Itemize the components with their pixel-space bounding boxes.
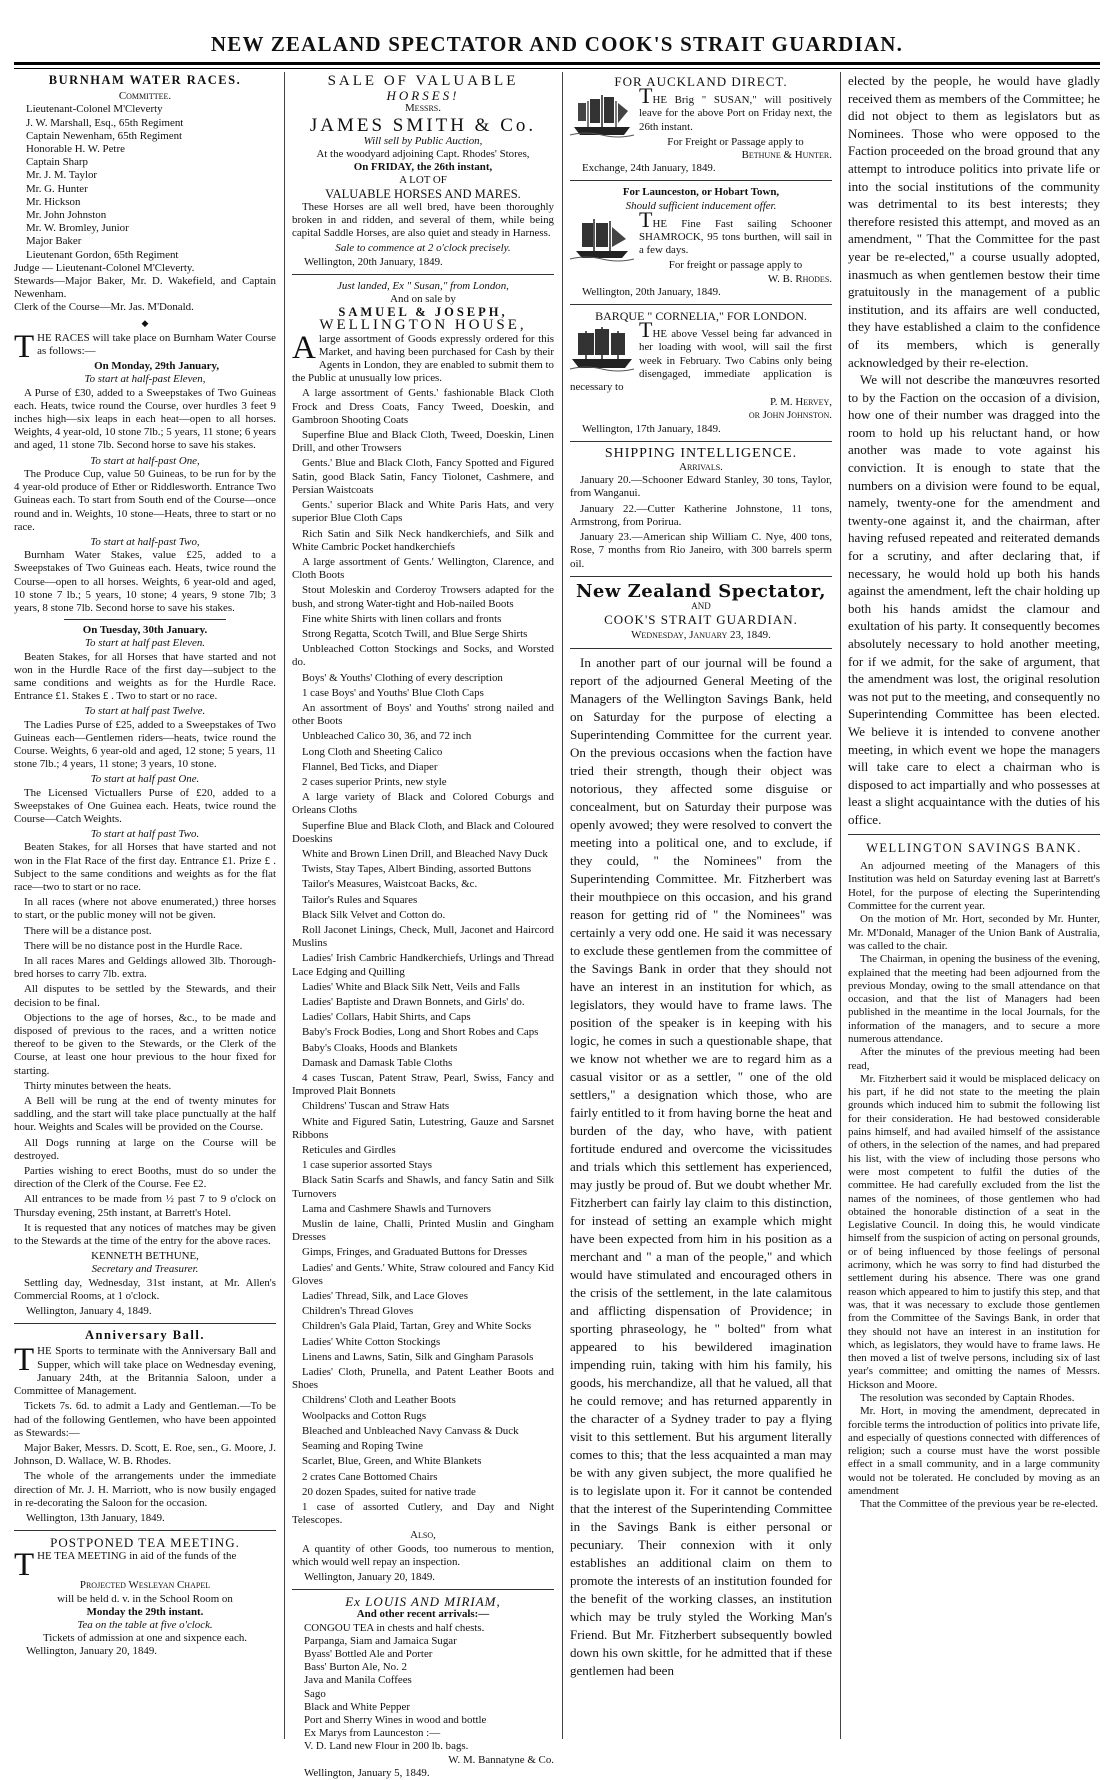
goods-item: Boys' & Youths' Clothing of every description (302, 671, 503, 684)
ex-item: Port and Sherry Wines in wood and bottle (304, 1713, 487, 1726)
race-rule: It is requested that any notices of matches may be given to the Stewards at the time of the entry for the above races. (14, 1221, 276, 1248)
separator (570, 180, 832, 181)
race-rule: Thirty minutes between the heats. (24, 1079, 172, 1092)
dateline: Wellington, January 4, 1849. (26, 1305, 152, 1318)
separator (570, 648, 832, 649)
goods-item: Childrens' Tuscan and Straw Hats (302, 1100, 450, 1113)
goods-item: Woolpacks and Cotton Rugs (302, 1409, 427, 1422)
goods-item: Strong Regatta, Scotch Twill, and Blue Serge Shirts (302, 627, 528, 640)
goods-item: 4 cases Tuscan, Patent Straw, Pearl, Swiss, Fancy and Improved Plait Bonnets (292, 1072, 554, 1098)
tea-time: Tea on the table at five o'clock. (77, 1618, 213, 1631)
separator (64, 619, 226, 620)
goods-item: 2 crates Cane Bottomed Chairs (302, 1470, 438, 1483)
cornelia-ad (570, 317, 832, 436)
goods-item: Baby's Cloaks, Hoods and Blankets (302, 1041, 458, 1054)
arrival-entry: January 22.—Cutter Katherine Johnstone, 11 tons, Armstrong, from Porirua. (570, 502, 832, 528)
also-body: A quantity of other Goods, too numerous to mention, which would well repay an inspection. (292, 1542, 554, 1568)
on-sale-by: And on sale by (390, 293, 456, 306)
goods-item: Linens and Lawns, Satin, Silk and Gingham Parasols (302, 1350, 534, 1363)
ship-icon (570, 91, 634, 137)
paper-date: Wednesday, January 23, 1849. (631, 629, 771, 642)
bank-title: WELLINGTON SAVINGS BANK. (866, 840, 1082, 855)
arrival-entry: January 23.—American ship William C. Nye, 400 tons, Rose, 7 months from Rio Janeiro, with 300 barrels sperm oil. (570, 531, 832, 570)
dropcap: T (14, 328, 35, 365)
goods-item: Flannel, Bed Ticks, and Diaper (302, 760, 438, 773)
separator: ◆ (141, 317, 149, 328)
bank-paragraph: Mr. Fitzherbert said it would be misplaced delicacy on his part, if he did not state to the meeting the plain grounds which induced him to submit the following list for their consideration. He had bestowed considerable pains himself, and had availed himself of the assistance of others, in the selection of the names, and had prepared his list, with the view of including those persons who were most competent to fulfil the duties of the committee. He had carefully excluded from the list the names of the nominees, of those gentlemen who had obtained the honorable distinction of a seat in the Legislative Council. In doing this, he would vindicate himself from the suspicion of acting on personal grounds, or of being influenced by those feelings of personal acrimony, which he was sorry to find had disturbed the settlement during his absence. There was one grand reason which appeared to him to justify this step, and that was, that it was necessary to exclude those gentlemen from the Committee of the Savings Bank, in order that they should not have an interest in an institution for which, as legislators, they would have to frame laws. He then moved a list of twelve persons, including six of last year's committee; and omitting the names of Messrs. Hickson and Moore. (848, 1072, 1100, 1391)
start-time: To start at half past Eleven. (84, 637, 205, 650)
ex-item: Ex Marys from Launceston :— (304, 1727, 441, 1740)
ex-item: V. D. Land new Flour in 200 lb. bags. (304, 1740, 469, 1753)
races-intro: THE RACES will take place on Burnham Water Course as follows:— (14, 328, 276, 365)
goods-item: Fine white Shirts with linen collars and fronts (302, 612, 502, 625)
goods-item: Unbleached Cotton Stockings and Socks, and Worsted do. (292, 643, 554, 669)
goods-item: Ladies' Irish Cambric Handkerchiefs, Urlings and Thread Lace Edging and Quilling (292, 952, 554, 978)
ex-item: Java and Manila Coffees (304, 1674, 412, 1687)
goods-item: 20 dozen Spades, suited for native trade (302, 1485, 476, 1498)
launceston-agent: W. B. Rhodes. (767, 272, 832, 285)
dateline: Wellington, January 20, 1849. (26, 1645, 158, 1658)
also-label: Also, (410, 1529, 436, 1542)
goods-item: Rich Satin and Silk Neck handkerchiefs, and Silk and White Cambric Pocket handkerchiefs (292, 527, 554, 553)
committee-member: Lieutenant Gordon, 65th Regiment (26, 248, 179, 261)
race-rule: Parties wishing to erect Booths, must do so under the direction of the Clerk of the Course. Fee £2. (14, 1165, 276, 1191)
editorial-paragraph: elected by the people, he would have gladly received them as members of the Committee; he did not object to them as legislators but as Nominees. Those who were opposed to the Faction proceeded on the broad ground that any attempt to introduce politics into private life or into the social institutions of the community was detrimental to its best interests; they therefore resisted this attempt, and moved as an amendment, " That the Committee for the past year be re-elected," a course usually adopted, inasmuch as when gentlemen bestow their time gratuitously in the management of a public institution, and its affairs are well conducted, they have established a claim to the confidence of its members, which is generally acknowledged by their re-election. (848, 73, 1100, 370)
race-rule: There will be a distance post. (24, 924, 152, 937)
bannatyne: W. M. Bannatyne & Co. (448, 1753, 554, 1766)
race-rule: In all races Mares and Geldings allowed 3lb. Thorough-bred horses to carry 7lb. extra. (14, 955, 276, 981)
goods-item: Muslin de laine, Challi, Printed Muslin and Gingham Dresses (292, 1218, 554, 1244)
goods-item: Reticules and Girdles (302, 1144, 396, 1157)
goods-item: Roll Jaconet Linings, Check, Mull, Jaconet and Haircord Muslins (292, 923, 554, 950)
tea-body: THE TEA MEETING in aid of the funds of the (14, 1547, 237, 1584)
start-time: To start at half-past Eleven, (84, 373, 206, 386)
goods-item: Damask and Damask Table Cloths (302, 1056, 453, 1069)
goods-item: 1 case superior assorted Stays (302, 1159, 433, 1172)
separator (14, 1530, 276, 1531)
goods-item: 2 cases superior Prints, new style (302, 775, 447, 788)
firm-name: JAMES SMITH & Co. (309, 114, 537, 136)
goods-item: Ladies' and Gents.' White, Straw coloured and Fancy Kid Gloves (292, 1261, 554, 1287)
editorial-paragraph: In another part of our journal will be found a report of the adjourned General Meeting of the Managers of the Wellington Savings Bank, held on Saturday for the purpose of electing a Superintending Committee for the current year. On the previous occasions when the faction have tried their strength, though their object was notorious, they affected some disguise or concealment, but on Saturday their purpose was openly avowed; they were resolved to convert the meeting into a political one, and to exclude, if they could, " the Nominees" from the Superintending Committee. Mr. Fitzherbert was their mouthpiece on this occasion, and his grand reason for getting rid of " the Nominees" was certainly a very odd one. He said it was necessary to exclude these gentlemen from the committee of the Savings Bank in order that they should not have an interest in an institution for which, as legislators, they would have to frame laws. The position of the speaker is in keeping with his logic, he comes in such a questionable shape, that we know not whether we are to regard him as a casual visitor or as a settler, " one of the old settlers," a designation which those, who are fairly entitled to it from having borne the heat and burden of the day, who have, with patient fortitude endured and overcome the vicissitudes and trials which this settlement has experienced, may justly be proud of. But we doubt whether Mr. Fitzherbert can fairly lay claim to this distinction, for instead of setting an example which might have been expected from him in his position as a merchant and " a man of the people," and which would have stimulated and encouraged others in the crisis of the settlement, in the late calamitous and afflicting dispensation of Providence; in sporting phraseology, he " bolted" from what appeared to his bewildered imagination impending ruin, taking with him his family, his goods, his merchandize, all that he valued, all that he could remove; and has returned apparently in the character of a Sydney trader to pay a flying visit to this settlement. But his argument literally comes to this; that the less acquainted a man may be with any given subject, the more qualified he is to legislate upon it. For it cannot be contended that the interest of the Superintending Committee in the Savings Bank is either personal or pecuniary. Their connexion with it only establishes an additional claim on them to promote the interests of an institution founded for the benefit of the working classes, an institution which may be truly styled the Working Man's Friend. But Mr. Fitzherbert subsequently bowled down his own skittle, for he admitted that if these gentlemen had been (570, 654, 832, 1678)
sale-title: SALE OF VALUABLE (327, 73, 519, 89)
seller-house: WELLINGTON HOUSE, (319, 317, 527, 334)
committee-member: Major Baker (26, 235, 82, 248)
goods-item: White and Figured Satin, Lutestring, Gauze and Sarsnet Ribbons (292, 1115, 554, 1141)
goods-item: Gimps, Fringes, and Graduated Buttons for Dresses (302, 1246, 528, 1259)
committee-member: Lieutenant-Colonel M'Cleverty (26, 103, 163, 116)
committee-member: Mr. G. Hunter (26, 182, 88, 195)
column-4 (848, 72, 1100, 1739)
signer-title: Secretary and Treasurer. (91, 1263, 199, 1276)
ex-ship: Ex LOUIS AND MIRIAM, (345, 1594, 501, 1610)
tea-tickets: Tickets of admission at one and sixpence each. (42, 1632, 248, 1645)
goods-item: Long Cloth and Sheeting Calico (302, 745, 443, 758)
races-title: BURNHAM WATER RACES. (48, 73, 242, 87)
goods-item: A large assortment of Gents.' Wellington, Clarence, and Cloth Boots (292, 555, 554, 582)
goods-item: Superfine Blue and Black Cloth, Tweed, Doeskin, Linen Drill, and other Trowsers (292, 429, 554, 455)
column-divider (284, 72, 285, 1739)
race-entry: Beaten Stakes, for all Horses that have started and not won in the Flat Race of the first day. Entrance £1. Prize £ . Subject to the same conditions and weights as for the flat race—two to start or no race. (14, 841, 276, 893)
goods-item: Unbleached Calico 30, 36, and 72 inch (302, 730, 472, 743)
bank-paragraph: After the minutes of the previous meeting had been read, (848, 1046, 1100, 1072)
paper-and: AND (691, 600, 711, 611)
will-sell: Will sell by Public Auction, (363, 134, 483, 147)
goods-item: Ladies' White Cotton Stockings (302, 1335, 441, 1348)
race-entry: The Produce Cup, value 50 Guineas, to be run for by the 4 year-old produce of Ether or Riddlesworth. Entrance Two Guineas each. To start from South end of the Course—once round and in. Weights, 10 stone—Heats, three to start or no race. (14, 467, 276, 533)
clerk: Clerk of the Course—Mr. Jas. M'Donald. (14, 301, 194, 314)
goods-item: Baby's Frock Bodies, Long and Short Robes and Caps (302, 1026, 539, 1039)
ex-list (292, 1622, 554, 1754)
bank-paragraph: On the motion of Mr. Hort, seconded by Mr. Hunter, Mr. M'Donald, Manager of the Union Bank of Australia, was called to the chair. (848, 913, 1100, 952)
goods-item: Black Satin Scarfs and Shawls, and fancy Satin and Silk Turnovers (292, 1174, 554, 1200)
masthead-rule (14, 62, 1100, 69)
committee-member: Captain Sharp (26, 156, 89, 169)
column-divider (562, 72, 563, 1739)
separator (14, 1323, 276, 1324)
committee-member: Mr. John Johnston (26, 209, 107, 222)
goods-item: Stout Moleskin and Corderoy Trowsers adapted for the bush, and strong Water-tight and Hob-nailed Boots (292, 584, 554, 610)
auckland-ad (570, 83, 832, 175)
dropcap: A (292, 329, 316, 366)
auckland-title: FOR AUCKLAND DIRECT. (614, 74, 788, 89)
goods-item: Bleached and Unbleached Navy Canvass & Duck (302, 1424, 519, 1437)
messrs: Messrs. (405, 102, 441, 115)
column-1 (14, 72, 276, 1739)
auckland-agent: Bethune & Hunter. (741, 149, 832, 162)
goods-item: 1 case Boys' and Youths' Blue Cloth Caps (302, 686, 484, 699)
dropcap: T (14, 1547, 35, 1584)
paper-subtitle: COOK'S STRAIT GUARDIAN. (604, 612, 798, 628)
dropcap: T (14, 1342, 35, 1379)
committee-member: Mr. J. M. Taylor (26, 169, 98, 182)
editorial-continued (848, 72, 1100, 829)
judge: Judge — Lieutenant-Colonel M'Cleverty. (14, 261, 195, 274)
lot-body: These Horses are all well bred, have been thoroughly broken in and ridden, and several of them, while being capital Saddle Horses, are also quiet and steady in Harness. (292, 200, 554, 240)
committee-list (14, 103, 276, 261)
ex-item: Sago (304, 1687, 326, 1700)
race-rule: There will be no distance post in the Hurdle Race. (24, 939, 243, 952)
launceston-subtitle: Should sufficient inducement offer. (625, 199, 777, 212)
goods-item: Superfine Blue and Black Cloth, and Black and Coloured Doeskins (292, 819, 554, 845)
tea-day: Monday the 29th instant. (86, 1605, 204, 1618)
tea-chapel: Projected Wesleyan Chapel (79, 1579, 211, 1592)
goods-intro: Alarge assortment of Goods expressly ordered for this Market, and having been purchased for Cash by their Agents in London, they are enabled to submit them to the Public at unusually low prices. (292, 329, 554, 385)
goods-item: Ladies' Thread, Silk, and Lace Gloves (302, 1290, 468, 1303)
goods-item: Childrens' Cloth and Leather Boots (302, 1394, 456, 1407)
race-rule: All entrances to be made from ½ past 7 to 9 o'clock on Thursday evening, 25th instant, at Barrett's Hotel. (14, 1193, 276, 1219)
committee-member: J. W. Marshall, Esq., 65th Regiment (26, 116, 184, 129)
goods-item: Ladies' Baptiste and Drawn Bonnets, and Girls' do. (302, 996, 525, 1008)
ball-tickets: Tickets 7s. 6d. to admit a Lady and Gentleman.—To be had of the following Gentlemen, who have been appointed as Stewards:— (14, 1400, 276, 1439)
goods-item: Tailor's Measures, Waistcoat Backs, &c. (302, 878, 478, 891)
ex-item: Parpanga, Siam and Jamaica Sugar (304, 1634, 457, 1647)
goods-item: Children's Gala Plaid, Tartan, Grey and White Socks (302, 1320, 532, 1333)
ship-icon (570, 215, 634, 261)
goods-item: Seaming and Roping Twine (302, 1440, 423, 1453)
paper-title: New Zealand Spectator, (575, 580, 827, 602)
ship-icon (570, 325, 634, 371)
bank-paragraph: Mr. Hort, in moving the amendment, deprecated in forcible terms the introduction of politics into private life, and especially of questions connected with differences of religion; such a course must have the worst possible effect in a small community, and in a large community would not be tolerated. He concluded by moving as an amendment (848, 1405, 1100, 1498)
editorial (570, 654, 832, 1680)
goods-item: Scarlet, Blue, Green, and White Blankets (302, 1455, 482, 1468)
just-landed: Just landed, Ex " Susan," from London, (337, 279, 509, 292)
goods-item: Gents.' Blue and Black Cloth, Fancy Spotted and Figured Satin, good Black Satin, Fancy Tiolonet, Cashmere, and Persian Waistcoats (292, 457, 554, 496)
cornelia-agent: or John Johnston. (748, 409, 832, 422)
committee-member: Mr. Hickson (26, 195, 81, 208)
goods-item: Tailor's Rules and Squares (302, 893, 418, 906)
settling-day: Settling day, Wednesday, 31st instant, at Mr. Allen's Commercial Rooms, at 1 o'clock. (14, 1276, 276, 1302)
column-2 (292, 72, 554, 1779)
sale-date: On FRIDAY, the 26th instant, (353, 161, 493, 174)
auckland-freight: For Freight or Passage apply to (667, 135, 804, 148)
dateline: Exchange, 24th January, 1849. (582, 162, 716, 175)
ball-arrangements: The whole of the arrangements under the immediate direction of Mr. J. H. Marriott, who is now busily engaged in re-decorating the Saloon for the occasion. (14, 1470, 276, 1509)
race-entry: The Licensed Victuallers Purse of £20, added to a Sweepstakes of One Guinea each. Heats, twice round the Course—Catch Weights. (14, 786, 276, 825)
separator (570, 441, 832, 442)
cornelia-title: BARQUE " CORNELIA," FOR LONDON. (595, 309, 807, 324)
dateline: Wellington, 13th January, 1849. (26, 1511, 165, 1524)
ball-stewards: Major Baker, Messrs. D. Scott, E. Roe, sen., G. Moore, J. Johnson, D. Wallace, W. B. Rhodes. (14, 1441, 276, 1468)
race-entry: A Purse of £30, added to a Sweepstakes of Two Guineas each. Heats, twice round the Course, over hurdles 3 feet 9 inches high—six leaps in each heat—open to all horses. Weights, 4 year-old, 10 stone 7lb.; 5 years, 11 stone; 6 years and aged, 11 stone 7lb. Second horse to save his stakes. (14, 386, 276, 452)
race-rule: In all races (where not above enumerated,) three horses to start, or the public money will not be given. (14, 896, 276, 922)
committee-member: Mr. W. Bromley, Junior (26, 222, 129, 235)
ex-item: Byass' Bottled Ale and Porter (304, 1647, 433, 1660)
dateline: Wellington, January 20, 1849. (304, 1570, 436, 1583)
race-rule: A Bell will be rung at the end of twenty minutes for saddling, and the start will take place punctually at the half hour. Weights and Scales will be provided on the Course. (14, 1095, 276, 1134)
dateline: Wellington, 17th January, 1849. (582, 422, 721, 435)
race-entry: Beaten Stakes, for all Horses that have started and not won in the Hurdle Race of the first day—subject to the same conditions and weights as for the Hurdle Race. Entrance £1. Stakes £ . Two to start or no race. (14, 650, 276, 703)
race-rules (14, 896, 276, 1248)
shipping-title: SHIPPING INTELLIGENCE. (604, 445, 798, 461)
ex-item: CONGOU TEA in chests and half chests. (304, 1621, 485, 1634)
launceston-ad (570, 206, 832, 299)
goods-list (292, 387, 554, 1527)
goods-item: A large variety of Black and Colored Coburgs and Orleans Cloths (292, 791, 554, 817)
separator (570, 576, 832, 577)
race-day-1: On Monday, 29th January, (94, 360, 220, 373)
separator (292, 1589, 554, 1590)
arrival-entry: January 20.—Schooner Edward Stanley, 30 tons, Taylor, from Wanganui. (570, 474, 832, 500)
ex-subtitle: And other recent arrivals:— (356, 1608, 490, 1621)
dropcap: T (639, 317, 653, 343)
race-rule: Objections to the age of horses, &c., to be made and disposed of previous to the races, and a written notice thereof to be given to the Stewards, or the Clerk of the Course, at least one hour previous to the hour fixed for starting. (14, 1011, 276, 1077)
race-rule: All disputes to be settled by the Stewards, and their decision to be final. (14, 983, 276, 1009)
editorial-paragraph: We will not describe the manœuvres resorted to by the Faction on the occasion of a division, how one of their number was dragged into the room to hold up his reluctant hand, or how another was made to vote against his conviction. It is enough to state that the numbers on a division were found to be equal, namely, twenty-one for the amendment and twenty-one against it, and the chairman, after having refused repeated and reiterated demands for a scrutiny, and after declaring that, if necessary, he would hold up both his hands against the amendment, left the chair holding up both his hands amidst the clamour and exultation of his party. It consequently becomes absolutely necessary to hold another meeting, for if we admit, for the sake of argument, that the amendment was lost, the original resolution was not put to the meeting, and consequently no Superintending Committee has been elected. We believe it is intended to convene another meeting, in which event we hope the managers will take care to elect a chairman who is disposed to act impartially and who possesses at least a slight acquaintance with the duties of his office. (848, 372, 1100, 827)
columns (14, 72, 1100, 1779)
signer: KENNETH BETHUNE, (91, 1250, 199, 1263)
ball-body: THE Sports to terminate with the Anniversary Ball and Supper, which will take place on Wednesday evening, January 24th, at the Britannia Saloon, under a Committee of Management. (14, 1342, 276, 1398)
lot-label: A LOT OF (399, 174, 447, 187)
goods-item: Ladies' White and Black Silk Nett, Veils and Falls (302, 980, 520, 993)
committee-label: Committee. (118, 90, 172, 103)
lot-title: VALUABLE HORSES AND MARES. (325, 186, 521, 201)
separator (848, 834, 1100, 835)
ex-item: Bass' Burton Ale, No. 2 (304, 1661, 408, 1674)
launceston-freight: For freight or passage apply to (668, 259, 803, 272)
bank-paragraph: The resolution was seconded by Captain Rhodes. (860, 1392, 1075, 1404)
column-divider (840, 72, 841, 1739)
race-rule: All Dogs running at large on the Course will be destroyed. (14, 1136, 276, 1162)
dateline: Wellington, 20th January, 1849. (582, 285, 721, 298)
race-entry: Burnham Water Stakes, value £25, added to a Sweepstakes of Two Guineas each. Heats, twice round the Course—open to all horses. Weights, 6 year-old and aged, 10 stone 7 lb.; 5 years, 10 stone; 4 years, 9 stone 7lb; 3 years, 8 stone 7lb. Second horse to save his stakes. (14, 549, 276, 614)
start-time: To start at half past One. (90, 773, 200, 786)
committee-member: Captain Newenham, 65th Regiment (26, 129, 183, 142)
sale-location: At the woodyard adjoining Capt. Rhodes' Stores, (316, 148, 530, 161)
sale-time: Sale to commence at 2 o'clock precisely. (335, 242, 511, 255)
goods-item: Ladies' Cloth, Prunella, and Patent Leather Boots and Shoes (292, 1366, 554, 1392)
tea-held: will be held d. v. in the School Room on (57, 1592, 233, 1605)
cornelia-agent: P. M. Hervey, (769, 396, 832, 409)
masthead: NEW ZEALAND SPECTATOR AND COOK'S STRAIT GUARDIAN. (210, 32, 904, 56)
goods-item: Twists, Stay Tapes, Albert Binding, assorted Buttons (302, 863, 532, 876)
goods-item: An assortment of Boys' and Youths' strong nailed and other Boots (292, 701, 554, 728)
start-time: To start at half-past One, (90, 454, 200, 467)
goods-item: Lama and Cashmere Shawls and Turnovers (302, 1202, 492, 1215)
sale-subtitle: HORSES! (386, 88, 460, 104)
committee-member: Honorable H. W. Petre (26, 143, 125, 156)
arrivals-label: Arrivals. (679, 461, 723, 474)
ball-title: Anniversary Ball. (85, 1328, 205, 1343)
launceston-body: HE Fine Fast sailing Schooner SHAMROCK, 95 tons burthen, will sail in a few days. (639, 217, 832, 257)
start-time: To start at half past Twelve. (84, 705, 206, 718)
start-time: To start at half-past Two, (90, 535, 200, 548)
seller-name: SAMUEL & JOSEPH, (338, 305, 508, 320)
goods-item: White and Brown Linen Drill, and Bleached Navy Duck (302, 847, 548, 860)
goods-item: Children's Thread Gloves (302, 1305, 414, 1318)
dateline: Wellington, 20th January, 1849. (304, 255, 443, 268)
race-entry: The Ladies Purse of £25, added to a Sweepstakes of Two Guineas each—Gentlemen riders—heats, twice round the Course. Weights, 6 year-old and aged, 12 stone; 5 years, 11 stone 7lb.; 4 years, 11 stone; 3 years, 10 stone. (14, 718, 276, 771)
bank-report (848, 860, 1100, 1512)
separator (570, 304, 832, 305)
column-3 (570, 72, 832, 1739)
race-day-2: On Tuesday, 30th January. (82, 624, 208, 637)
auckland-body: HE Brig " SUSAN," will positively leave for the above Port on Friday next, the 26th instant. (639, 94, 832, 133)
launceston-title: For Launceston, or Hobart Town, (622, 186, 780, 199)
tea-title: POSTPONED TEA MEETING. (50, 1535, 240, 1551)
goods-item: Black Silk Velvet and Cotton do. (302, 908, 446, 921)
dropcap: T (639, 206, 653, 232)
cornelia-body: HE above Vessel being far advanced in her loading with wool, will sail the first week in February. Two Cabins only being disengaged, immediate application is necessary to (570, 328, 832, 394)
dateline: Wellington, January 5, 1849. (304, 1766, 430, 1779)
arrivals-list (570, 474, 832, 570)
dropcap: T (639, 83, 653, 109)
goods-item: 1 case of assorted Cutlery, and Day and Night Telescopes. (292, 1500, 554, 1527)
start-time: To start at half past Two. (90, 828, 200, 841)
stewards: Stewards—Major Baker, Mr. D. Wakefield, and Captain Newenham. (14, 275, 276, 301)
bank-paragraph: The Chairman, in opening the business of the evening, explained that the meeting had been adjourned from the previous Monday, owing to the small attendance on that occasion, and that the list of Managers had been published in the meantime in the local Journals, for the information of the managers, and to secure a more numerous attendance. (848, 953, 1100, 1045)
goods-item: Gents.' superior Black and White Paris Hats, and very superior Blue Cloth Caps (292, 499, 554, 525)
bank-paragraph: That the Committee of the previous year be re-elected. (860, 1498, 1098, 1511)
separator (292, 274, 554, 275)
goods-item: A large assortment of Gents.' fashionable Black Cloth Frock and Dress Coats, Fancy Tweed, Doeskin, and Gambroon Shooting Coats (292, 387, 554, 426)
ex-item: Black and White Pepper (304, 1700, 410, 1713)
goods-item: Ladies' Collars, Habit Shirts, and Caps (302, 1011, 471, 1024)
bank-paragraph: An adjourned meeting of the Managers of this Institution was held on Saturday evening last at Barrett's Hotel, for the purpose of electing the Superintending Committee for the current year. (848, 860, 1100, 913)
